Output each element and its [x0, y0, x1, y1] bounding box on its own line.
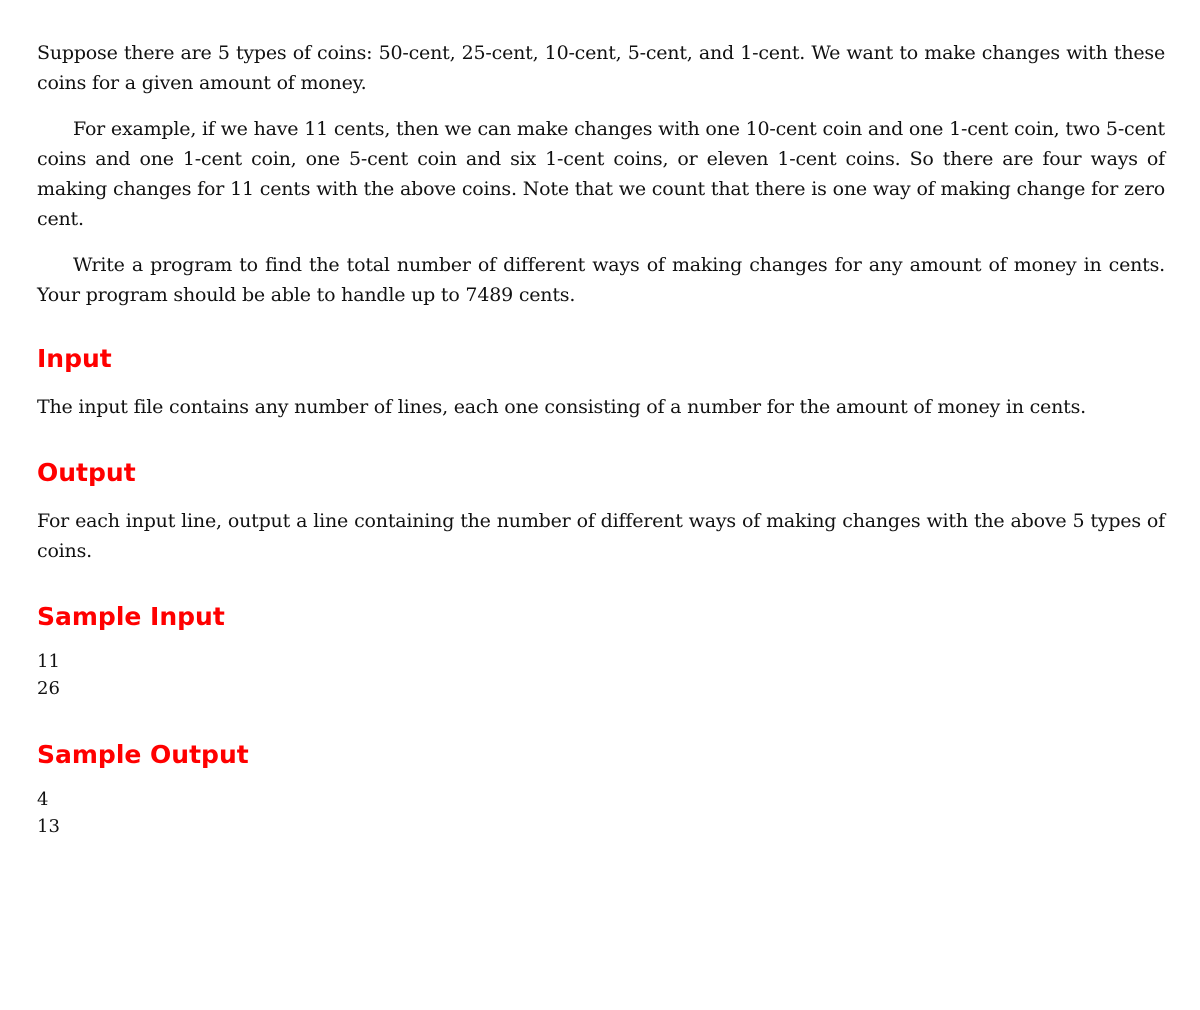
sample-input-line: 26 [37, 678, 60, 699]
sample-input-heading: Sample Input [37, 602, 225, 631]
sample-output-line: 13 [37, 816, 60, 837]
sample-output-heading: Sample Output [37, 740, 249, 769]
sample-input-block [37, 648, 1165, 702]
sample-output-line: 4 [37, 789, 49, 810]
input-heading: Input [37, 344, 112, 373]
input-description: The input file contains any number of lines, each one consisting of a number for the amount of money in cents. [37, 396, 1086, 418]
problem-statement [37, 38, 1165, 840]
output-description: For each input line, output a line containing the number of different ways of making changes with the above 5 types of coins. [37, 510, 1165, 562]
sample-input-line: 11 [37, 651, 60, 672]
intro-paragraph-3: Write a program to find the total number of different ways of making changes for any amount of money in cents. Your program should be able to handle up to 7489 cents. [37, 254, 1165, 306]
sample-output-block [37, 786, 1165, 840]
intro-paragraph-2: For example, if we have 11 cents, then we can make changes with one 10-cent coin and one 1-cent coin, two 5-cent coins and one 1-cent coin, one 5-cent coin and six 1-cent coins, or eleven 1-cent coins. So there are four ways of making changes for 11 cents with the above coins. Note that we count that there is one way of making change for zero cent. [37, 118, 1165, 230]
output-heading: Output [37, 458, 136, 487]
intro-paragraph-1: Suppose there are 5 types of coins: 50-cent, 25-cent, 10-cent, 5-cent, and 1-cent. We want to make changes with these coins for a given amount of money. [37, 42, 1165, 94]
